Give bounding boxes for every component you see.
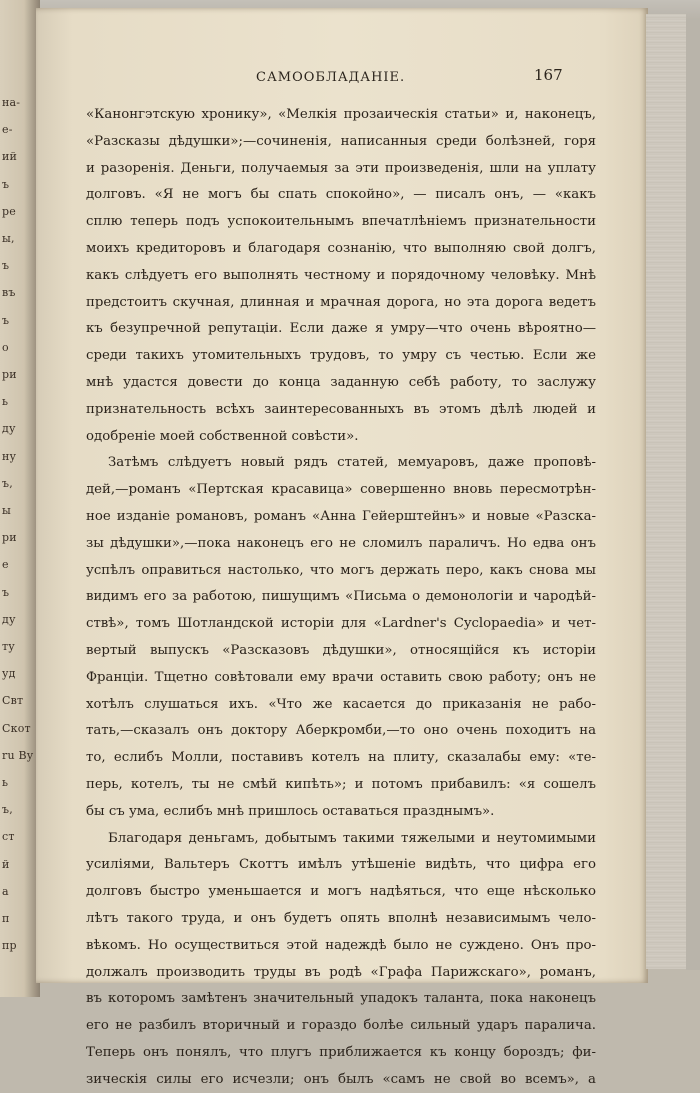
facing-page-fragment: а [2,884,9,898]
text-line: ствѣ», томъ Шотландской исторіи для «Lardner's Cyclopaedia» и чет- [86,616,596,632]
facing-page-fragment: е [2,558,9,572]
text-line: Благодаря деньгамъ, добытымъ такими тяжелыми и неутомимыми [108,830,596,846]
running-head: САМООБЛАДАНІЕ. [256,70,406,85]
text-line: и разоренія. Деньги, получаемыя за эти произведенія, шли на уплату [86,160,596,176]
text-line: моихъ кредиторовъ и благодаря сознанію, что выполняю свой долгъ, [86,240,596,256]
facing-page-fragment: ъ, [2,476,13,490]
facing-page-fragment: п [2,912,10,925]
facing-page-fragment: ь [2,395,9,409]
text-line: признательность всѣхъ заинтересованныхъ въ этомъ дѣлѣ людей и [86,401,596,417]
facing-page-fragment: ну [2,449,17,463]
text-line: среди такихъ утомительныхъ трудовъ, то умру съ честью. Если же [86,348,596,364]
facing-page-fragment: на- [2,96,21,109]
text-line: должалъ производить труды въ родѣ «Графа Парижскаго», романъ, [86,964,596,980]
facing-page-fragment: Скот [2,721,31,735]
facing-page-fragment: ъ [2,313,10,327]
facing-page-fragment: ы, [2,232,15,245]
text-line: предстоитъ скучная, длинная и мрачная дорога, но эта дорога ведетъ [86,294,596,310]
facing-page-fragment: ъ [2,259,10,273]
facing-page-fragment: ы [2,504,11,517]
text-line: зы дѣдушки»,—пока наконецъ его не сломилъ параличъ. Но едва онъ [86,535,596,551]
facing-page-fragment: е- [2,123,13,137]
facing-page-fragment: ду [2,422,16,436]
text-line: успѣлъ оправиться настолько, что могъ держать перо, какъ снова мы [86,562,596,578]
text-line: дей,—романъ «Пертская красавица» совершенно вновь пересмотрѣн- [86,482,596,498]
text-line: сплю теперь подъ успокоительнымъ впечатлѣніемъ признательности [86,214,596,230]
text-line: усиліями, Вальтеръ Скоттъ имѣлъ утѣшеніе видѣть, что цифра его [86,857,596,873]
facing-page-fragment: ст [2,830,15,844]
facing-page-fragment: ъ, [2,803,13,817]
text-line: «Канонгэтскую хронику», «Мелкія прозаическія статьи» и, наконецъ, [86,107,596,122]
text-line: одобреніе моей собственной совѣсти». [86,428,359,444]
book-page [36,8,648,1087]
book-cover-edge [686,20,700,970]
text-line: тать,—сказалъ онъ доктору Аберкромби,—то оно очень походитъ на [86,723,596,739]
text-line: ное изданіе романовъ, романъ «Анна Гейерштейнъ» и новые «Разска- [86,508,596,524]
facing-page-fragment: о [2,340,9,354]
facing-page-fragment: ъ [2,177,10,191]
facing-page-fragment: ъ [2,585,10,599]
facing-page-fragment: ь [2,776,9,789]
text-line: «Разсказы дѣдушки»;—сочиненія, написанныя среди болѣзней, горя [86,133,596,149]
text-line: какъ слѣдуетъ его выполнять честному и порядочному человѣку. Мнѣ [86,267,596,283]
facing-page-fragment: въ [2,286,16,300]
text-line: къ безупречной репутаціи. Если даже я умру—что очень вѣроятно— [86,321,596,337]
facing-page-fragment: пр [2,939,17,953]
facing-page-fragment: ий [2,150,18,164]
text-line: бы съ ума, еслибъ мнѣ пришлось оставаться празднымъ». [86,803,495,819]
facing-page-edge [0,0,40,997]
body-text [86,102,596,1093]
facing-page-fragment: ре [2,204,16,218]
text-line: мнѣ удастся довести до конца заданную себѣ работу, то заслужу [86,374,596,390]
text-line: въ которомъ замѣтенъ значительный упадокъ таланта, пока наконецъ [86,991,596,1007]
text-line: зическія силы его исчезли; онъ былъ «самъ не свой во всемъ», а [86,1071,596,1087]
text-line: видимъ его за работою, пишущимъ «Письма о демонологіи и чародѣй- [86,589,596,605]
text-line: вертый выпускъ «Разсказовъ дѣдушки», относящійся къ исторіи [86,642,596,658]
text-line: перь, котелъ, ты не смѣй кипѣть»; и потомъ прибавилъ: «я сошелъ [86,776,596,792]
facing-page-fragment: ru Ву [2,748,34,762]
text-line: Теперь онъ понялъ, что плугъ приближается къ концу бороздъ; фи- [86,1044,596,1060]
text-line: хотѣлъ слушаться ихъ. «Что же касается до приказанія не рабо- [86,696,596,712]
page-stack-edge [646,14,686,969]
page-header [36,66,648,90]
text-line: лѣтъ такого труда, и онъ будетъ опять вполнѣ независимымъ чело- [86,910,596,926]
facing-page-fragment: ри [2,368,17,381]
page-number: 167 [534,66,563,84]
facing-page-fragment: Свт [2,694,24,708]
facing-page-fragment: й [2,857,10,871]
text-line: долговъ быстро уменьшается и могъ надѣяться, что еще нѣсколько [86,884,596,900]
facing-page-fragment: уд [2,667,16,681]
text-line: Затѣмъ слѣдуетъ новый рядъ статей, мемуаровъ, даже проповѣ- [108,455,596,471]
facing-page-fragment: ри [2,531,17,545]
facing-page-fragment: ту [2,640,15,653]
text-line: долговъ. «Я не могъ бы спать спокойно», — писалъ онъ, — «какъ [86,187,596,203]
text-line: то, еслибъ Молли, поставивъ котелъ на плиту, сказалабы ему: «те- [86,750,596,766]
text-line: вѣкомъ. Но осуществиться этой надеждѣ было не суждено. Онъ про- [86,937,596,953]
text-line: его не разбилъ вторичный и гораздо болѣе сильный ударъ паралича. [86,1018,596,1034]
facing-page-fragment: ду [2,612,16,626]
text-line: Франціи. Тщетно совѣтовали ему врачи оставить свою работу; онъ не [86,669,596,685]
